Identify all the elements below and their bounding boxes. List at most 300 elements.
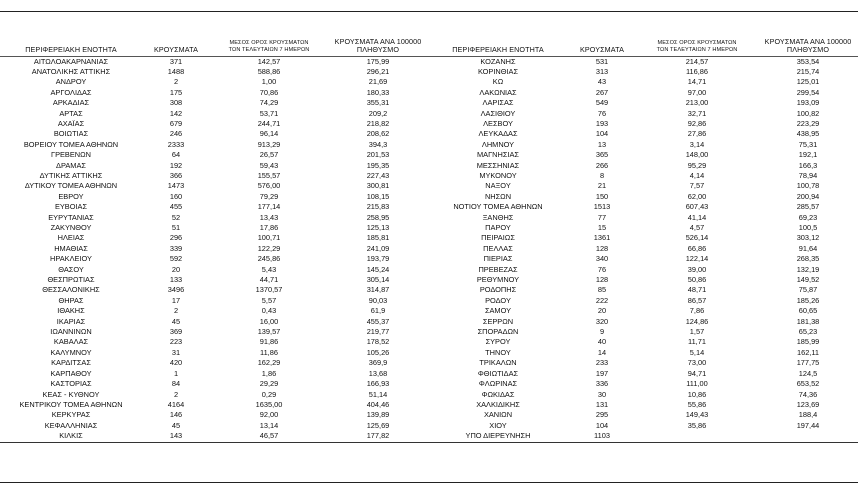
right-per-cell: 75,87	[798, 285, 818, 295]
table-row	[0, 410, 858, 420]
right-cases-cell: 320	[595, 316, 609, 326]
right-per-cell: 438,95	[796, 129, 820, 139]
right-cases-cell: 549	[595, 98, 609, 108]
right-cases-cell: 76	[597, 264, 607, 274]
left-region-cell: ΔΥΤΙΚΟΥ ΤΟΜΕΑ ΑΘΗΝΩΝ	[24, 181, 118, 191]
left-cases-cell: 133	[169, 275, 183, 285]
left-region-cell: ΕΒΡΟΥ	[58, 191, 84, 201]
left-region-cell: ΗΛΕΙΑΣ	[57, 233, 85, 243]
table-row	[0, 140, 858, 150]
right-avg-cell: 526,14	[685, 233, 709, 243]
right-per-cell: 185,99	[796, 337, 820, 347]
left-per-cell: 305,14	[366, 275, 390, 285]
right-cases-cell: 150	[595, 191, 609, 201]
right-avg-cell: 92,86	[687, 118, 707, 128]
right-per-cell: 268,35	[796, 254, 820, 264]
left-cases-cell: 20	[171, 264, 181, 274]
right-per-cell: 69,23	[798, 212, 818, 222]
left-avg-cell: 29,29	[259, 379, 279, 389]
left-avg-cell: 244,71	[257, 118, 281, 128]
right-cases-cell: 20	[597, 306, 607, 316]
left-avg-cell: 122,29	[257, 243, 281, 253]
cases-table	[0, 24, 858, 443]
right-avg-cell: 86,57	[687, 295, 707, 305]
right-region-cell: ΚΟΖΑΝΗΣ	[480, 56, 516, 66]
left-per-cell: 219,77	[366, 327, 390, 337]
right-region-cell: ΡΕΘΥΜΝΟΥ	[476, 275, 520, 285]
left-avg-cell: 92,00	[259, 410, 279, 420]
right-per-cell: 181,38	[796, 316, 820, 326]
header-per-line2: ΠΛΗΘΥΣΜΟ	[786, 44, 830, 54]
table-row	[0, 254, 858, 264]
left-per-cell: 296,21	[366, 66, 390, 76]
right-avg-cell: 122,14	[685, 254, 709, 264]
left-cases-cell: 366	[169, 170, 183, 180]
right-cases-cell: 43	[597, 77, 607, 87]
right-cases-cell: 340	[595, 254, 609, 264]
table-row	[0, 265, 858, 275]
right-per-cell: 192,1	[798, 150, 818, 160]
header-per-line1: ΚΡΟΥΣΜΑΤΑ ΑΝΑ 100000	[764, 36, 852, 46]
right-avg-cell: 124,86	[685, 316, 709, 326]
left-per-cell: 177,82	[328, 431, 428, 442]
right-avg-cell: 95,29	[687, 160, 707, 170]
left-avg-cell: 913,29	[257, 139, 281, 149]
right-per-cell: 100,82	[796, 108, 820, 118]
left-avg-cell: 5,57	[261, 295, 277, 305]
left-per-cell: 178,52	[366, 337, 390, 347]
left-region-cell: ΗΡΑΚΛΕΙΟΥ	[50, 254, 92, 264]
right-region-cell: ΣΥΡΟΥ	[485, 337, 511, 347]
left-per-cell: 108,15	[366, 191, 390, 201]
right-region-cell: ΧΑΝΙΩΝ	[483, 410, 513, 420]
left-avg-cell: 1,00	[261, 77, 277, 87]
left-per-cell: 455,37	[366, 316, 390, 326]
right-per-cell: 353,54	[796, 56, 820, 66]
right-per-cell: 60,65	[798, 306, 818, 316]
left-avg-cell: 11,86	[260, 347, 278, 357]
left-avg-cell: 44,71	[259, 275, 279, 285]
right-avg-cell: 149,43	[685, 410, 709, 420]
table-row	[0, 390, 858, 400]
right-cases-cell: 15	[597, 223, 607, 232]
header-per-line1: ΚΡΟΥΣΜΑΤΑ ΑΝΑ 100000	[334, 36, 422, 46]
table-row	[0, 369, 858, 379]
right-per-cell: 200,94	[796, 191, 820, 201]
left-per-cell: 201,53	[366, 150, 390, 160]
right-cases-cell: 1513	[593, 202, 611, 212]
table-row	[0, 337, 858, 347]
right-avg-cell: 148,00	[685, 150, 709, 160]
right-per-cell: 193,09	[796, 98, 820, 108]
right-cases-cell: 40	[597, 337, 607, 347]
left-cases-cell: 296	[169, 233, 183, 243]
right-region-cell: ΝΑΞΟΥ	[485, 181, 511, 191]
header-avg-line1: ΜΕΣΟΣ ΟΡΟΣ ΚΡΟΥΣΜΑΤΩΝ	[657, 39, 737, 46]
left-avg-cell: 96,14	[259, 129, 279, 139]
header-avg-right	[636, 24, 758, 56]
left-region-cell: ΚΕΦΑΛΛΗΝΙΑΣ	[44, 420, 98, 430]
right-avg-cell: 62,00	[687, 191, 707, 201]
header-row	[0, 24, 858, 56]
right-avg-cell: 116,86	[685, 66, 709, 76]
left-avg-cell: 588,86	[257, 66, 281, 76]
table-row	[0, 358, 858, 368]
left-region-cell: ΓΡΕΒΕΝΩΝ	[51, 150, 91, 160]
right-region-cell: ΛΕΣΒΟΥ	[483, 118, 513, 128]
right-cases-cell: 77	[597, 212, 607, 222]
right-cases-cell: 85	[597, 285, 607, 295]
right-avg-cell: 4,57	[689, 223, 705, 232]
right-avg-cell: 111,00	[686, 379, 708, 389]
left-region-cell: ΚΕΝΤΡΙΚΟΥ ΤΟΜΕΑ ΑΘΗΝΩΝ	[19, 399, 123, 409]
right-cases-cell: 128	[595, 275, 609, 285]
left-region-cell: ΙΚΑΡΙΑΣ	[56, 316, 86, 326]
left-region-cell: ΚΑΣΤΟΡΙΑΣ	[50, 379, 92, 389]
right-region-cell: ΥΠΟ ΔΙΕΡΕΥΝΗΣΗ	[428, 431, 568, 442]
left-avg-cell: 13,14	[259, 420, 279, 430]
table-row	[0, 171, 858, 181]
right-region-cell: ΜΥΚΟΝΟΥ	[479, 170, 517, 180]
table-row	[0, 109, 858, 119]
right-cases-cell: 267	[595, 87, 609, 97]
left-cases-cell: 2333	[167, 139, 185, 149]
right-region-cell: ΛΑΚΩΝΙΑΣ	[479, 87, 517, 97]
right-avg-cell: 55,86	[687, 399, 707, 409]
right-region-cell: ΠΕΛΛΑΣ	[483, 243, 513, 253]
left-cases-cell: 308	[169, 98, 183, 108]
left-cases-cell: 592	[169, 254, 183, 264]
right-per-cell: 123,69	[796, 399, 820, 409]
table-row	[0, 327, 858, 337]
left-region-cell: ΚΕΑΣ - ΚΥΘΝΟΥ	[42, 389, 100, 399]
right-avg-cell: 66,86	[687, 243, 707, 253]
header-avg-line2: ΤΩΝ ΤΕΛΕΥΤΑΙΩΝ 7 ΗΜΕΡΩΝ	[656, 46, 738, 53]
right-region-cell: ΛΑΣΙΘΙΟΥ	[480, 108, 516, 118]
table-row	[0, 306, 858, 316]
left-per-cell: 195,35	[366, 160, 390, 170]
right-avg-cell: 39,00	[687, 264, 707, 274]
left-avg-cell: 139,57	[257, 327, 281, 337]
right-per-cell: 91,64	[798, 243, 818, 253]
right-per-cell: 78,94	[798, 170, 818, 180]
left-region-cell: ΑΡΚΑΔΙΑΣ	[52, 98, 90, 108]
right-cases-cell: 531	[595, 56, 609, 66]
left-region-cell: ΘΕΣΠΡΩΤΙΑΣ	[47, 275, 95, 285]
right-cases-cell: 197	[595, 368, 609, 378]
right-cases-cell: 104	[595, 129, 609, 139]
left-per-cell: 175,99	[366, 56, 390, 66]
right-region-cell: ΝΟΤΙΟΥ ΤΟΜΕΑ ΑΘΗΝΩΝ	[453, 202, 543, 212]
table-row	[0, 296, 858, 306]
right-cases-cell: 131	[595, 399, 609, 409]
left-region-cell: ΕΥΡΥΤΑΝΙΑΣ	[48, 212, 94, 222]
right-region-cell: ΦΘΙΩΤΙΔΑΣ	[477, 368, 519, 378]
table-row	[0, 202, 858, 212]
table-row	[0, 348, 858, 358]
right-per-cell: 299,54	[796, 87, 820, 97]
left-cases-cell: 146	[169, 410, 183, 420]
left-avg-cell: 177,14	[257, 202, 281, 212]
right-cases-cell: 336	[595, 379, 609, 389]
left-region-cell: ΒΟΡΕΙΟΥ ΤΟΜΕΑ ΑΘΗΝΩΝ	[23, 139, 119, 149]
right-cases-cell: 76	[597, 108, 607, 118]
right-per-cell: 65,23	[798, 327, 818, 337]
right-per-cell: 215,74	[796, 66, 820, 76]
left-region-cell: ΑΧΑΪΑΣ	[57, 118, 85, 128]
right-region-cell: ΣΠΟΡΑΔΩΝ	[477, 327, 519, 337]
right-cases-cell: 295	[595, 410, 609, 420]
right-region-cell: ΤΡΙΚΑΛΩΝ	[479, 358, 517, 368]
right-avg-cell: 73,00	[687, 358, 707, 368]
left-region-cell: ΑΙΤΩΛΟΑΚΑΡΝΑΝΙΑΣ	[33, 56, 109, 66]
left-per-cell: 227,43	[366, 170, 390, 180]
left-per-cell: 185,81	[366, 233, 390, 243]
right-per-cell: 223,29	[796, 118, 820, 128]
right-avg-cell: 10,86	[687, 389, 707, 399]
right-region-cell: ΡΟΔΟΥ	[485, 295, 511, 305]
left-cases-cell: 3496	[167, 285, 185, 295]
right-per-cell: 185,26	[796, 295, 820, 305]
right-per-cell: 149,52	[796, 275, 820, 285]
right-avg-cell: 7,57	[689, 181, 705, 191]
left-avg-cell: 576,00	[257, 181, 281, 191]
right-region-cell: ΛΑΡΙΣΑΣ	[482, 98, 514, 108]
right-region-cell: ΞΑΝΘΗΣ	[482, 212, 514, 222]
left-cases-cell: 160	[169, 191, 183, 201]
right-per-cell: 125,01	[796, 77, 820, 87]
header-per-right	[758, 24, 858, 56]
left-cases-cell: 45	[171, 316, 181, 326]
left-cases-cell: 455	[169, 202, 183, 212]
right-region-cell: ΣΕΡΡΩΝ	[482, 316, 514, 326]
left-region-cell: ΚΕΡΚΥΡΑΣ	[51, 410, 91, 420]
right-per-cell: 653,52	[796, 379, 820, 389]
left-per-cell: 139,89	[366, 410, 390, 420]
right-region-cell: ΝΗΣΩΝ	[484, 191, 512, 201]
left-region-cell: ΑΝΔΡΟΥ	[55, 77, 87, 87]
right-avg-cell: 214,57	[685, 56, 709, 66]
right-avg-cell: 7,86	[689, 306, 705, 316]
left-cases-cell: 420	[169, 358, 183, 368]
right-cases-cell: 1361	[593, 233, 611, 243]
right-cases-cell: 365	[595, 150, 609, 160]
left-avg-cell: 70,86	[259, 87, 279, 97]
right-avg-cell: 27,86	[687, 129, 707, 139]
left-per-cell: 90,03	[368, 295, 388, 305]
table-row	[0, 161, 858, 171]
right-region-cell: ΦΛΩΡΙΝΑΣ	[478, 379, 518, 389]
right-avg-cell: 3,14	[689, 139, 705, 149]
right-per-cell: 166,3	[798, 160, 818, 170]
right-region-cell: ΠΡΕΒΕΖΑΣ	[478, 264, 518, 274]
left-per-cell: 21,69	[368, 77, 388, 87]
left-avg-cell: 13,43	[259, 212, 279, 222]
right-cases-cell: 9	[599, 327, 605, 337]
right-avg-cell: 213,00	[685, 98, 709, 108]
right-per-cell	[758, 431, 858, 442]
left-per-cell: 125,13	[366, 223, 390, 232]
left-cases-cell: 2	[173, 389, 179, 399]
right-cases-cell: 193	[595, 118, 609, 128]
left-per-cell: 105,26	[366, 347, 390, 357]
left-avg-cell: 162,29	[257, 358, 281, 368]
left-avg-cell: 79,29	[259, 191, 279, 201]
left-region-cell: ΕΥΒΟΙΑΣ	[54, 202, 88, 212]
right-region-cell: ΡΟΔΟΠΗΣ	[479, 285, 517, 295]
right-region-cell: ΠΙΕΡΙΑΣ	[483, 254, 513, 264]
left-cases-cell: 1473	[167, 181, 185, 191]
left-cases-cell: 51	[171, 223, 181, 232]
left-per-cell: 394,3	[368, 139, 388, 149]
left-region-cell: ΔΡΑΜΑΣ	[56, 160, 86, 170]
right-per-cell: 197,44	[796, 420, 820, 430]
left-avg-cell: 53,71	[259, 108, 279, 118]
right-per-cell: 74,36	[798, 389, 818, 399]
left-avg-cell: 100,71	[257, 233, 281, 243]
header-cases-left: ΚΡΟΥΣΜΑΤΑ	[142, 24, 210, 56]
table-row	[0, 192, 858, 202]
left-cases-cell: 371	[169, 56, 183, 66]
left-region-cell: ΔΥΤΙΚΗΣ ΑΤΤΙΚΗΣ	[39, 170, 103, 180]
left-region-cell: ΒΟΙΩΤΙΑΣ	[53, 129, 89, 139]
right-avg-cell: 94,71	[687, 368, 707, 378]
left-avg-cell: 74,29	[259, 98, 279, 108]
left-per-cell: 369,9	[368, 358, 388, 368]
right-avg-cell: 11,71	[688, 337, 706, 347]
left-cases-cell: 1488	[167, 66, 185, 76]
left-cases-cell: 175	[169, 87, 183, 97]
table-row	[0, 379, 858, 389]
right-cases-cell: 30	[597, 389, 607, 399]
left-cases-cell: 64	[171, 150, 181, 160]
left-cases-cell: 369	[169, 327, 183, 337]
right-per-cell: 124,5	[798, 368, 818, 378]
table-row	[0, 233, 858, 243]
right-per-cell: 285,57	[796, 202, 820, 212]
table-row	[0, 285, 858, 295]
left-region-cell: ΙΩΑΝΝΙΝΩΝ	[50, 327, 92, 337]
left-per-cell: 61,9	[370, 306, 386, 316]
right-region-cell: ΛΗΜΝΟΥ	[481, 139, 515, 149]
left-per-cell: 145,24	[366, 264, 390, 274]
right-region-cell: ΚΩ	[492, 77, 504, 87]
right-per-cell: 100,5	[798, 223, 818, 232]
left-cases-cell: 45	[171, 420, 181, 430]
table-body	[0, 56, 858, 442]
right-cases-cell: 8	[599, 170, 605, 180]
table-row	[0, 213, 858, 223]
right-cases-cell: 104	[595, 420, 609, 430]
left-cases-cell: 679	[169, 118, 183, 128]
right-cases-cell: 21	[597, 181, 607, 191]
bottom-rule	[0, 482, 858, 483]
left-per-cell: 355,31	[366, 98, 390, 108]
left-cases-cell: 246	[169, 129, 183, 139]
left-avg-cell: 1370,57	[255, 285, 283, 295]
right-region-cell: ΚΟΡΙΝΘΙΑΣ	[477, 66, 519, 76]
table-row	[0, 88, 858, 98]
left-per-cell: 314,87	[366, 285, 390, 295]
left-region-cell: ΖΑΚΥΝΘΟΥ	[50, 223, 92, 232]
right-cases-cell: 313	[595, 66, 609, 76]
right-region-cell: ΠΑΡΟΥ	[485, 223, 511, 232]
header-cases-right: ΚΡΟΥΣΜΑΤΑ	[568, 24, 636, 56]
right-avg-cell: 41,14	[687, 212, 707, 222]
left-cases-cell: 142	[169, 108, 183, 118]
table-row	[0, 98, 858, 108]
right-per-cell: 177,75	[796, 358, 820, 368]
right-per-cell: 100,78	[796, 181, 820, 191]
header-per-left	[328, 24, 428, 56]
left-cases-cell: 17	[171, 295, 181, 305]
left-region-cell: ΘΑΣΟΥ	[58, 264, 84, 274]
table-row	[0, 431, 858, 442]
left-region-cell: ΚΑΡΔΙΤΣΑΣ	[51, 358, 91, 368]
left-cases-cell: 52	[171, 212, 181, 222]
header-avg-line1: ΜΕΣΟΣ ΟΡΟΣ ΚΡΟΥΣΜΑΤΩΝ	[229, 39, 309, 46]
table-row	[0, 77, 858, 87]
right-avg-cell: 48,71	[687, 285, 707, 295]
right-region-cell: ΠΕΙΡΑΙΩΣ	[481, 233, 515, 243]
header-region-left: ΠΕΡΙΦΕΡΕΙΑΚΗ ΕΝΟΤΗΤΑ	[0, 24, 142, 56]
left-per-cell: 208,62	[366, 129, 390, 139]
left-avg-cell: 26,57	[259, 150, 279, 160]
right-cases-cell: 233	[595, 358, 609, 368]
left-avg-cell: 5,43	[261, 264, 277, 274]
left-per-cell: 241,09	[366, 243, 390, 253]
left-per-cell: 13,68	[368, 368, 388, 378]
right-cases-cell: 266	[595, 160, 609, 170]
right-cases-cell: 13	[597, 139, 607, 149]
left-cases-cell: 1	[173, 368, 179, 378]
right-avg-cell: 97,00	[687, 87, 707, 97]
left-region-cell: ΘΕΣΣΑΛΟΝΙΚΗΣ	[42, 285, 100, 295]
left-cases-cell: 84	[171, 379, 181, 389]
right-region-cell: ΧΑΛΚΙΔΙΚΗΣ	[476, 399, 520, 409]
left-cases-cell: 339	[169, 243, 183, 253]
left-region-cell: ΙΘΑΚΗΣ	[57, 306, 85, 316]
right-avg-cell	[636, 431, 758, 442]
left-per-cell: 125,69	[366, 420, 390, 430]
table-row	[0, 244, 858, 254]
right-region-cell: ΛΕΥΚΑΔΑΣ	[478, 129, 518, 139]
right-cases-cell: 1103	[568, 431, 636, 442]
table-row	[0, 150, 858, 160]
left-avg-cell: 46,57	[210, 431, 328, 442]
left-region-cell: ΗΜΑΘΙΑΣ	[54, 243, 88, 253]
table-row	[0, 275, 858, 285]
left-region-cell: ΚΑΛΥΜΝΟΥ	[50, 347, 92, 357]
left-region-cell: ΑΡΤΑΣ	[59, 108, 83, 118]
right-avg-cell: 50,86	[687, 275, 707, 285]
table-row	[0, 181, 858, 191]
left-avg-cell: 91,86	[259, 337, 279, 347]
left-cases-cell: 223	[169, 337, 183, 347]
header-per-line2: ΠΛΗΘΥΣΜΟ	[356, 44, 400, 54]
left-per-cell: 180,33	[366, 87, 390, 97]
left-avg-cell: 17,86	[259, 223, 279, 232]
left-per-cell: 215,83	[366, 202, 390, 212]
left-avg-cell: 0,43	[261, 306, 277, 316]
header-region-right: ΠΕΡΙΦΕΡΕΙΑΚΗ ΕΝΟΤΗΤΑ	[428, 24, 568, 56]
table-row	[0, 56, 858, 67]
right-cases-cell: 128	[595, 243, 609, 253]
left-avg-cell: 1635,00	[255, 399, 283, 409]
right-per-cell: 132,19	[796, 264, 820, 274]
left-avg-cell: 16,00	[259, 316, 279, 326]
right-per-cell: 303,12	[796, 233, 820, 243]
